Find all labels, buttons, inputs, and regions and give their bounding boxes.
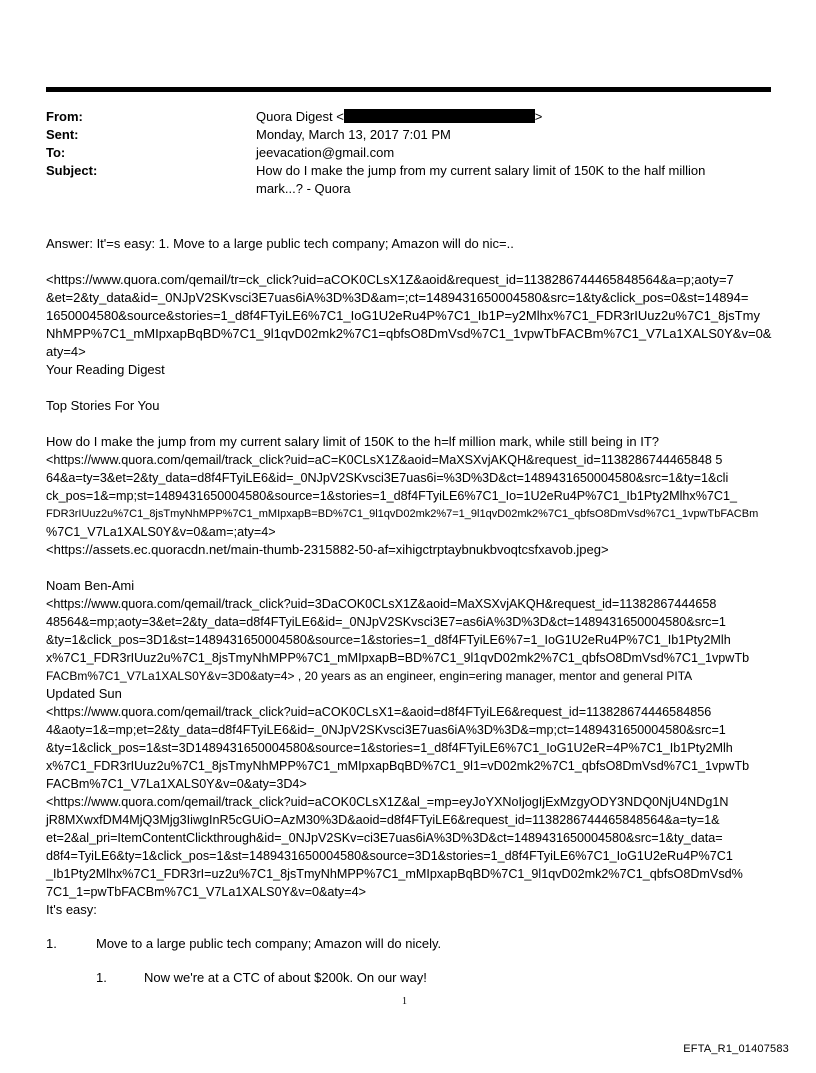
subject-line-2: mark...? - Quora [256,181,351,196]
link-5-line: _Ib1Pty2Mlhx%7C1_FDR3rI=uz2u%7C1_8jsTmyNhMPP%7C1_mMIpxapBqBD%7C1_9l1qvD02mk2%7C1_qbfsO8DmVsd% [46,867,743,881]
link-3-line: x%7C1_FDR3rIUuz2u%7C1_8jsTmyNhMPP%7C1_mMIpxapB=BD%7C1_9l1qvD02mk2%7C1_qbfsO8DmVsd%7C1_1vpwTb [46,651,750,665]
link-2-line: %7C1_V7La1XALS0Y&v=0&am=;aty=4> [46,525,276,539]
link-5-line: d8f4=TyiLE6&ty=1&click_pos=1&st=1489431650004580&source=3D1&stories=1_d8f4FTyiLE6%7C1_IoG1U2eRu4P%7C1 [46,849,733,863]
sent-label: Sent: [46,127,79,142]
link-block-5 [46,793,776,901]
link-2-line: 64&a=ty=3&et=2&ty_data=d8f4FTyiLE6&id=_0NJpV2SKvsci3E7uas6i=%3D%3D&ct=1489431650004580&src=1&ty=1&cli [46,471,729,485]
link-4-line: &ty=1&click_pos=1&st=3D1489431650004580&source=1&stories=1_d8f4FTyiLE6%7C1_IoG1U2eR=4P%7C1_Ib1Pty2Mlh [46,741,733,755]
sent-value: Monday, March 13, 2017 7:01 PM [256,127,451,142]
link-5-line: et=2&al_pri=ItemContentClickthrough&id=_0NJpV2SKv=ci3E7uas6iA%3D%3D&ct=1489431650004580&src=1&ty_data= [46,831,723,845]
link-2-line: <https://www.quora.com/qemail/track_click?uid=aC=K0CLsX1Z&aoid=MaXSXvjAKQH&request_id=1138286744465848 5 [46,453,723,467]
link-block-4 [46,703,776,793]
reading-digest-heading: Your Reading Digest [46,362,165,377]
from-name: Quora Digest < [256,109,344,124]
link-5-line: <https://www.quora.com/qemail/track_click?uid=aCOK0CLsX1Z&al_=mp=eyJoYXNoIjogIjExMzgyODY3NDQ0NjU4NDg1N [46,795,729,809]
link-2-line: FDR3rIUuz2u%7C1_8jsTmyNhMPP%7C1_mMIpxapB=BD%7C1_9l1qvD02mk2%7=1_9l1qvD02mk2%7C1_qbfsO8DmVsd%7C1_1vpwTbFACBm [46,508,759,520]
subject-line-1: How do I make the jump from my current salary limit of 150K to the half million [256,163,706,178]
author-name: Noam Ben-Ami [46,578,135,593]
page-number: 1 [402,996,407,1007]
from-close: > [534,109,543,124]
link-1-line: 1650004580&source&stories=1_d8f4FTyiLE6%7C1_IoG1U2eRu4P%7C1_Ib1P=y2Mlhx%7C1_FDR3rIUuz2u%7C1_8jsTmy [46,308,760,323]
link-block-2 [46,451,776,541]
from-label: From: [46,109,83,124]
list-item-number: 1. [46,936,57,951]
question-title: How do I make the jump from my current salary limit of 150K to the h=lf million mark, while still being in IT? [46,434,660,449]
link-4-line: FACBm%7C1_V7La1XALS0Y&v=0&aty=3D4> [46,777,307,791]
link-1-line: aty=4> [46,344,86,359]
subject-label: Subject: [46,163,98,178]
to-value: jeevacation@gmail.com [256,145,395,160]
link-3-line: <https://www.quora.com/qemail/track_click?uid=3DaCOK0CLsX1Z&aoid=MaXSXvjAKQH&request_id=11382867444658 [46,597,717,611]
redaction-box [344,109,535,123]
link-4-line: <https://www.quora.com/qemail/track_click?uid=aCOK0CLsX1=&aoid=d8f4FTyiLE6&request_id=113828674446584856 [46,705,712,719]
updated-label: Updated Sun [46,686,122,701]
answer-preview: Answer: It'=s easy: 1. Move to a large public tech company; Amazon will do nic=.. [46,236,514,251]
link-3-line: FACBm%7C1_V7La1XALS0Y&v=3D0&aty=4> , 20 years as an engineer, engin=ering manager, mentor and general PITA [46,669,693,683]
link-2-line: ck_pos=1&=mp;st=1489431650004580&source=1&stories=1_d8f4FTyiLE6%7C1_Io=1U2eRu4P%7C1_Ib1Pty2Mlhx%7C1_ [46,489,738,503]
list-item-number: 1. [96,970,107,985]
top-stories-heading: Top Stories For You [46,398,160,413]
header-rule [46,87,771,92]
link-5-line: 7C1_1=pwTbFACBm%7C1_V7La1XALS0Y&v=0&aty=4> [46,885,366,899]
subject-row [46,162,776,202]
list-item-text: Move to a large public tech company; Amazon will do nicely. [96,936,442,951]
document-id: EFTA_R1_01407583 [683,1043,789,1055]
link-1-line: &et=2&ty_data&id=_0NJpV2SKvsci3E7uas6iA%3D%3D&am=;ct=1489431650004580&src=1&ty&click_pos=0&st=14894= [46,290,749,305]
subject-value [256,162,756,198]
link-block-3 [46,595,776,685]
link-1-line: NhMPP%7C1_mMIpxapBqBD%7C1_9l1qvD02mk2%7C1=qbfsO8DmVsd%7C1_1vpwTbFACBm%7C1_V7La1XALS0Y&v=0& [46,326,772,341]
list-item-text: Now we're at a CTC of about $200k. On our way! [144,970,427,985]
link-5-line: jR8MXwxfDM4MjQ3Mjg3IiwgInR5cGUiO=AzM30%3D&aoid=d8f4FTyiLE6&request_id=1138286744465848564&a=ty=1& [46,813,720,827]
to-label: To: [46,145,66,160]
thumbnail-link: <https://assets.ec.quoracdn.net/main-thumb-2315882-50-af=xihigctrptaybnukbvoqtcsfxavob.jpeg> [46,542,609,557]
link-4-line: 4&aoty=1&=mp;et=2&ty_data=d8f4FTyiLE6&id=_0NJpV2SKvsci3E7uas6iA%3D%3D&=mp;ct=1489431650004580&src=1 [46,723,726,737]
link-3-line: &ty=1&click_pos=3D1&st=1489431650004580&source=1&stories=1_d8f4FTyiLE6%7=1_IoG1U2eRu4P%7C1_Ib1Pty2Mlh [46,633,731,647]
link-block-1 [46,271,776,361]
from-value [256,108,756,126]
link-3-line: 48564&=mp;aoty=3&et=2&ty_data=d8f4FTyiLE6&id=_0NJpV2SKvsci3E7=as6iA%3D%3D&ct=1489431650004580&src=1 [46,615,726,629]
its-easy-text: It's easy: [46,902,97,917]
link-4-line: x%7C1_FDR3rIUuz2u%7C1_8jsTmyNhMPP%7C1_mMIpxapBqBD%7C1_9l1=vD02mk2%7C1_qbfsO8DmVsd%7C1_1vpwTb [46,759,750,773]
link-1-line: <https://www.quora.com/qemail/tr=ck_click?uid=aCOK0CLsX1Z&aoid&request_id=1138286744465848564&a=p;aoty=7 [46,272,734,287]
